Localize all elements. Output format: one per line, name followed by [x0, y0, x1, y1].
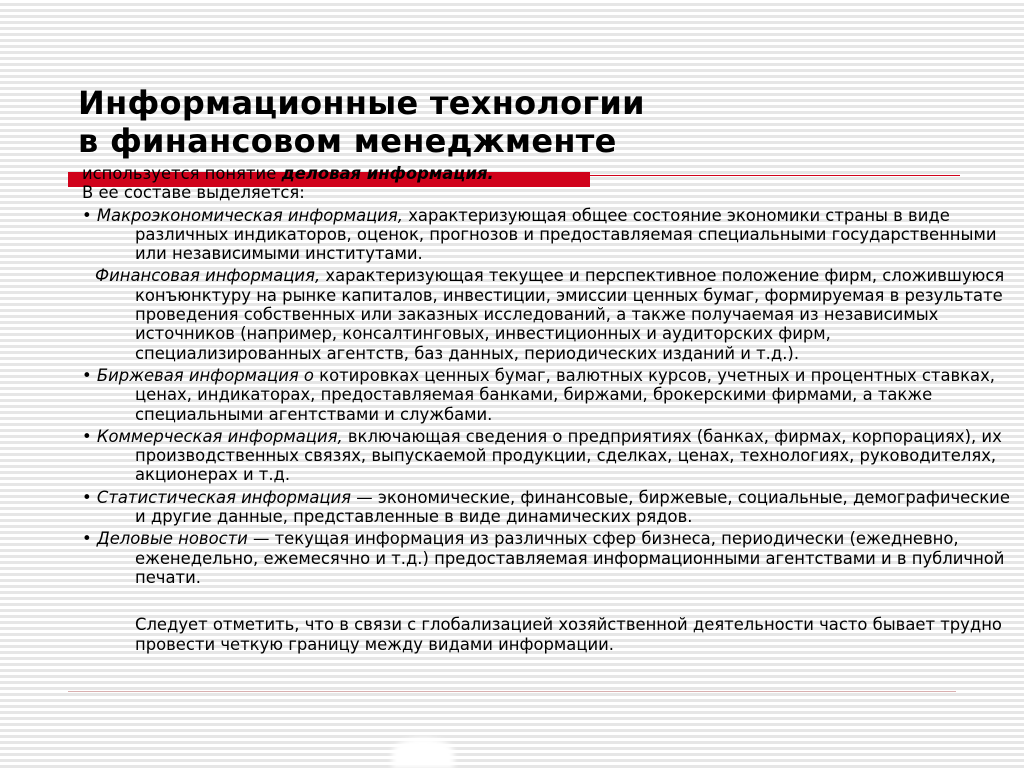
- bullet: •: [82, 487, 92, 507]
- list-item: [82, 366, 1012, 424]
- item-term: Деловые новости: [96, 529, 248, 549]
- slide-body: [82, 164, 1012, 654]
- item-text: характеризующая общее состояние экономики страны в виде различных индикаторов, оценок, прогнозов и предоставляемая специальными государственными или независимыми институтами.: [135, 205, 997, 264]
- list-item: [82, 529, 1012, 587]
- item-text: характеризующая текущее и перспективное положение фирм, сложившуюся конъюнктуру на рынке капиталов, инвестиции, эмиссии ценных бумаг, формируемая в результате проведения собственных или заказных исследований, а также получаемая из независимых источников (например, консалтинговых, инвестиционных и аудиторских фирм, специализированных агентств, баз данных, периодических изданий и т.д.).: [135, 266, 1005, 363]
- item-term: Статистическая информация: [96, 487, 352, 507]
- lead-line: В ее составе выделяется:: [82, 183, 305, 203]
- conclusion: Следует отметить, что в связи с глобализацией хозяйственной деятельности часто бывает трудно провести четкую границу между видами информации.: [135, 615, 1002, 654]
- item-term: Биржевая информация о: [96, 365, 314, 385]
- title-line-2: в финансовом менеджменте: [78, 122, 617, 160]
- item-text: — экономические, финансовые, биржевые, социальные, демографические и другие данные, представленные в виде динамических рядов.: [135, 487, 1010, 527]
- bullet: •: [82, 365, 92, 385]
- item-term: Финансовая информация,: [95, 266, 321, 286]
- intro-line: [82, 164, 1012, 183]
- intro-prefix: используется понятие: [82, 164, 282, 183]
- item-term: Коммерческая информация,: [96, 426, 343, 446]
- bullet: •: [82, 205, 92, 225]
- list-item: [82, 266, 1012, 362]
- bullet: •: [82, 426, 92, 446]
- intro-term: деловая информация.: [281, 164, 494, 183]
- item-text: — текущая информация из различных сфер бизнеса, периодически (ежедневно, еженедельно, ежемесячно и т.д.) предоставляемая информационными агентствами и в публичной печати.: [135, 529, 1005, 587]
- list-item: [82, 488, 1012, 527]
- item-text: котировках ценных бумаг, валютных курсов, учетных и процентных ставках, ценах, индикаторах, предоставляемая банками, биржами, брокерскими фирмами, а также специальными агентствами и службами.: [135, 365, 996, 424]
- list-item: [82, 427, 1012, 485]
- bullet: •: [82, 529, 92, 549]
- slide-title: [78, 84, 645, 160]
- item-term: Макроэкономическая информация,: [96, 205, 403, 225]
- item-text: включающая сведения о предприятиях (банках, фирмах, корпорациях), их производственных связях, выпускаемой продукции, сделках, ценах, технологиях, руководителях, акционерах и т.д.: [135, 426, 1002, 485]
- decorative-highlight: [392, 738, 454, 768]
- title-line-1: Информационные технологии: [78, 84, 645, 122]
- list-item: [82, 206, 1012, 264]
- footer-divider: [68, 691, 956, 692]
